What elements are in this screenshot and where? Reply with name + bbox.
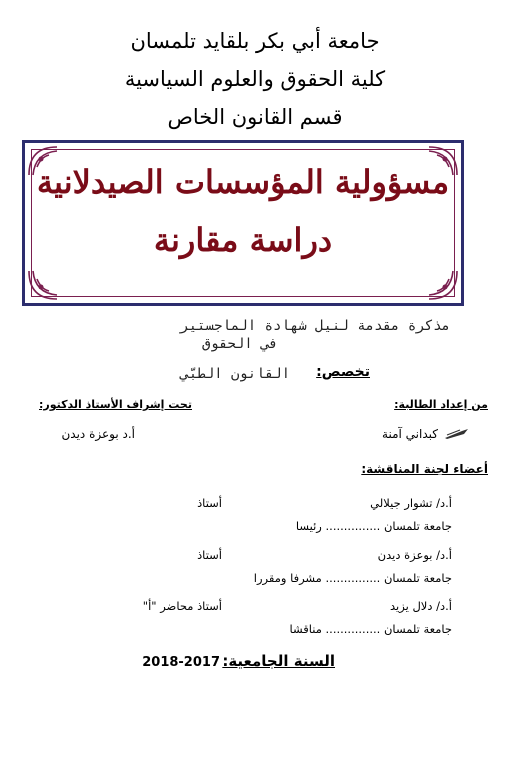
member-rank: أستاذ (197, 548, 222, 562)
member-affiliation: جامعة تلمسان ............... مناقشا (289, 622, 452, 636)
member-rank: أستاذ محاضر "أ" (142, 599, 222, 613)
university-name: جامعة أبي بكر بلقايد تلمسان (130, 29, 380, 53)
title-frame (22, 140, 464, 306)
year-label: السنة الجامعية: (222, 652, 335, 670)
corner-ornament-icon (425, 267, 459, 301)
degree-line: مذكرة مقدمة لنيل شهادة الماجستير (180, 318, 450, 334)
year-value: 2018-2017 (142, 655, 220, 670)
specialty-label: تخصص: (316, 364, 370, 380)
committee-label: أعضاء لجنة المناقشة: (361, 462, 488, 476)
corner-ornament-icon (27, 267, 61, 301)
degree-field: في الحقوق (202, 336, 278, 352)
thesis-title: مسؤولية المؤسسات الصيدلانية (36, 163, 450, 201)
member-name: أ.د/ تشوار جيلالي (370, 496, 452, 510)
member-name: أ.د/ دلال يزيد (390, 599, 452, 613)
faculty-name: كلية الحقوق والعلوم السياسية (124, 67, 386, 91)
student-label: من إعداد الطالبة: (394, 398, 488, 411)
department-name: قسم القانون الخاص (167, 105, 343, 129)
member-affiliation: جامعة تلمسان ............... مشرفا ومقررا (253, 571, 452, 585)
specialty-value: القانون الطبّي (180, 366, 290, 382)
supervisor-name: أ.د بوعزة ديدن (61, 427, 135, 441)
supervisor-label: تحت إشراف الأستاذ الدكتور: (39, 398, 192, 411)
thesis-subtitle: دراسة مقارنة (153, 221, 333, 259)
pen-icon (444, 428, 470, 440)
member-affiliation: جامعة تلمسان ............... رئيسا (295, 519, 452, 533)
student-name: كبداني آمنة (382, 427, 438, 441)
member-rank: أستاذ (197, 496, 222, 510)
member-name: أ.د/ بوعزة ديدن (377, 548, 452, 562)
